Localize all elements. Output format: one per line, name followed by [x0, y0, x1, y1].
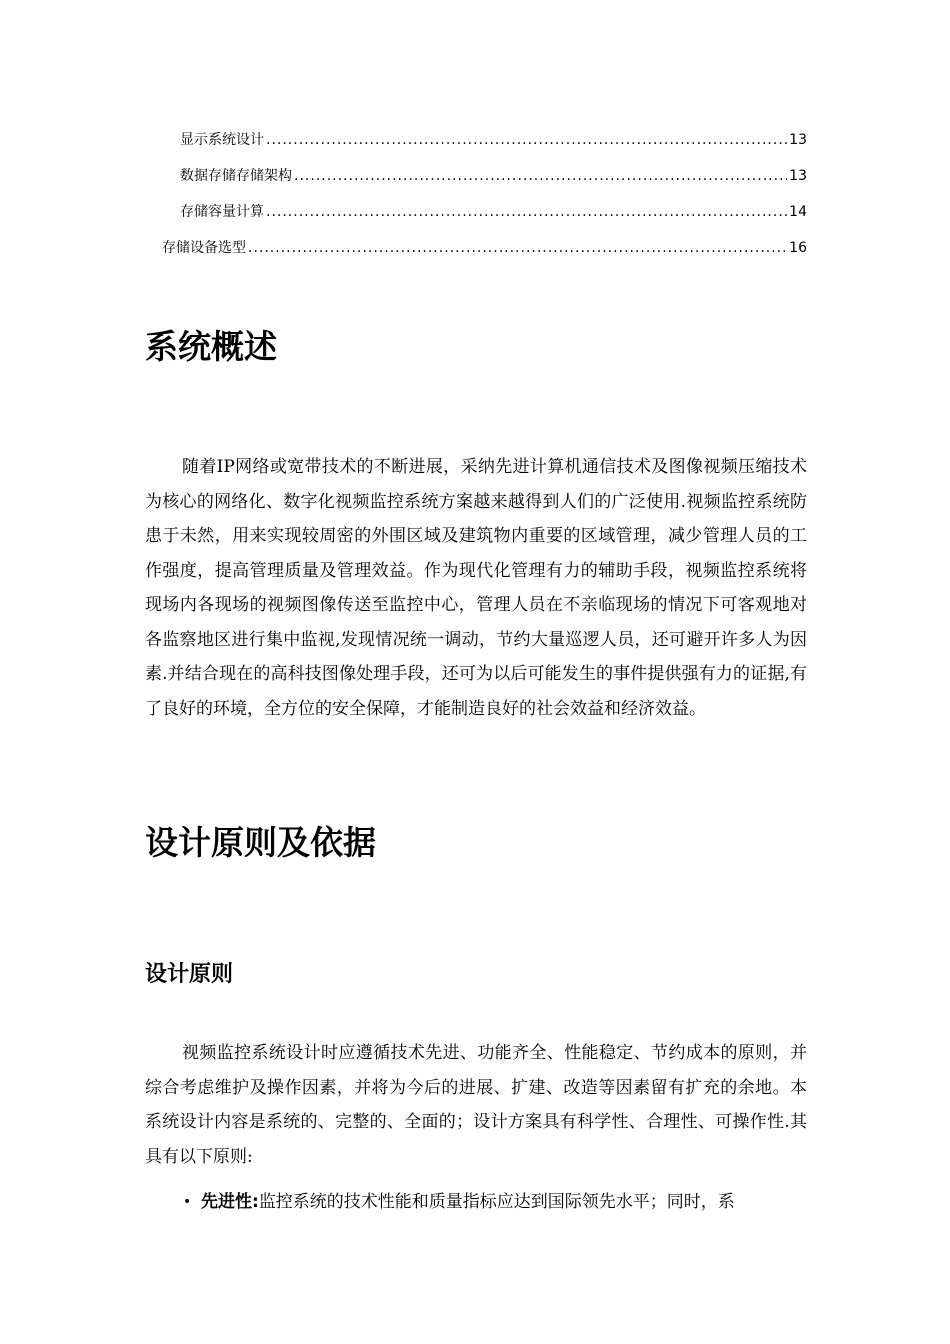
toc-leader-dots: [294, 158, 787, 194]
toc-entry-title: 存储容量计算: [180, 204, 264, 220]
section-heading-overview: 系统概述: [145, 327, 277, 366]
toc-leader-dots: [266, 122, 787, 158]
toc-entry-page: 14: [789, 204, 807, 220]
toc-entry[interactable]: [145, 230, 807, 266]
principles-bullet-list: [145, 1185, 807, 1219]
toc-leader-dots: [266, 194, 787, 230]
section-heading-principles: 设计原则及依据: [145, 823, 376, 862]
toc-entry-page: 13: [789, 132, 807, 148]
principles-paragraph: 视频监控系统设计时应遵循技术先进、功能齐全、性能稳定、节约成本的原则，并综合考虑维护及操作因素，并将为今后的进展、扩建、改造等因素留有扩充的余地。本系统设计内容是系统的、完整的、全面的；设计方案具有科学性、合理性、可操作性.其具有以下原则:: [145, 1043, 807, 1167]
bullet-text: 监控系统的技术性能和质量指标应达到国际领先水平；同时，系: [258, 1192, 735, 1212]
subsection-heading-design-principles: 设计原则: [145, 962, 234, 987]
toc-entry-page: 16: [789, 240, 807, 256]
list-item: [145, 1185, 807, 1219]
toc-entry-title: 数据存储存储架构: [180, 168, 292, 184]
toc-entry[interactable]: [145, 194, 807, 230]
toc-entry-page: 13: [789, 168, 807, 184]
toc-entry-title: 显示系统设计: [180, 132, 264, 148]
table-of-contents: [145, 122, 807, 266]
toc-entry[interactable]: [145, 122, 807, 158]
toc-leader-dots: [248, 230, 787, 266]
overview-paragraph: 随着IP网络或宽带技术的不断进展，采纳先进计算机通信技术及图像视频压缩技术为核心的网络化、数字化视频监控系统方案越来越得到人们的广泛使用.视频监控系统防患于未然，用来实现较周密的外围区域及建筑物内重要的区域管理，减少管理人员的工作强度，提高管理质量及管理效益。作为现代化管理有力的辅助手段，视频监控系统将现场内各现场的视频图像传送至监控中心，管理人员在不亲临现场的情况下可客观地对各监察地区进行集中监视,发现情况统一调动，节约大量巡逻人员，还可避开许多人为因素.并结合现在的高科技图像处理手段，还可为以后可能发生的事件提供强有力的证据,有了良好的环境，全方位的安全保障，才能制造良好的社会效益和经济效益。: [145, 457, 807, 719]
bullet-term: 先进性:: [201, 1192, 259, 1212]
toc-entry[interactable]: [145, 158, 807, 194]
toc-entry-title: 存储设备选型: [162, 240, 246, 256]
bullet-icon: •: [183, 1194, 192, 1210]
